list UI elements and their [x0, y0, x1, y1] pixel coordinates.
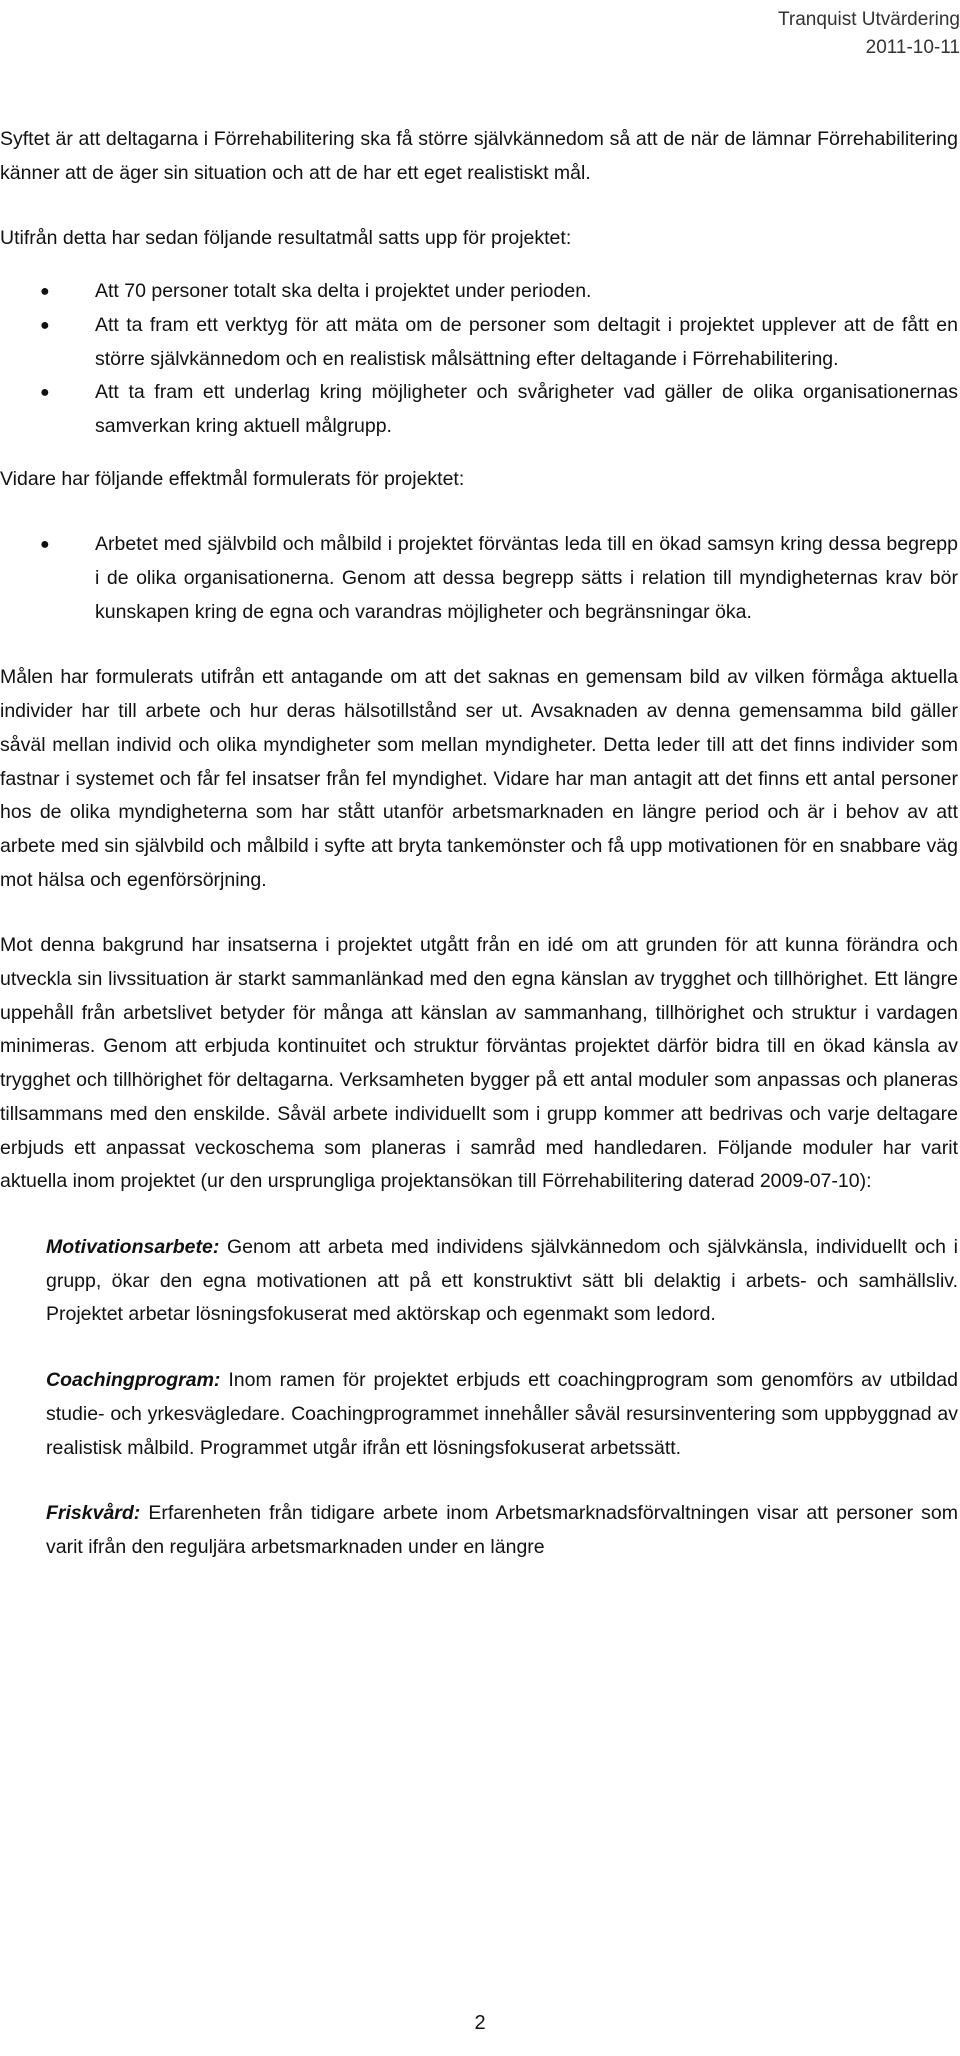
list-item: ● Arbetet med självbild och målbild i projektet förväntas leda till en ökad samsyn kring dessa begrepp i de olika organisationerna. Genom att dessa begrepp sätts i relation till myndigheternas krav bör kunskapen kring de egna och varandras möjligheter och begränsningar öka.	[0, 528, 958, 629]
module-title: Friskvård:	[46, 1502, 141, 1525]
module-title: Coachingprogram:	[46, 1369, 221, 1392]
list-item: ● Att ta fram ett underlag kring möjligheter och svårigheter vad gäller de olika organisationernas samverkan kring aktuell målgrupp.	[0, 376, 958, 443]
module-friskvard	[46, 1497, 958, 1564]
module-text: Inom ramen för projektet erbjuds ett coachingprogram som genomförs av utbildad studie- och yrkesvägledare. Coachingprogrammet innehåller såväl resursinventering som uppbyggnad av realistisk målbild. Programmet utgår ifrån ett lösningsfokuserat arbetssätt.	[46, 1369, 958, 1459]
paragraph-effect-goals-intro: Vidare har följande effektmål formulerats för projektet:	[0, 467, 465, 490]
bullet-icon: ●	[40, 384, 50, 402]
module-motivation	[46, 1231, 958, 1332]
modules-section	[0, 1231, 958, 1565]
page-number: 2	[474, 2012, 486, 2034]
module-text: Genom att arbeta med individens självkännedom och självkänsla, individuellt och i grupp, ökar den egna motivationen att på ett konstruktivt sätt bli delaktig i arbets- och samhällsliv. Projektet arbetar lösningsfokuserat med aktörskap och egenmakt som ledord.	[46, 1235, 958, 1326]
result-goals-list	[0, 275, 958, 444]
module-coaching	[46, 1364, 958, 1465]
effect-goals-list	[0, 528, 958, 629]
bullet-icon: ●	[40, 316, 50, 334]
list-item: ● Att ta fram ett verktyg för att mäta om de personer som deltagit i projektet upplever att de fått en större självkännedom och en realistisk målsättning efter deltagande i Förrehabilitering.	[0, 309, 958, 376]
page-header	[660, 6, 960, 62]
paragraph-purpose: Syftet är att deltagarna i Förrehabilitering ska få större självkännedom så att de när de lämnar Förrehabilitering känner att de äger sin situation och att de har ett eget realistiskt mål.	[0, 128, 958, 184]
list-item: ● Att 70 personer totalt ska delta i projektet under perioden.	[0, 275, 958, 309]
bullet-icon: ●	[40, 283, 50, 301]
bullet-icon: ●	[40, 536, 50, 554]
header-title: Tranquist Utvärdering	[778, 9, 960, 30]
document-body	[0, 123, 958, 1565]
paragraph-assumptions: Målen har formulerats utifrån ett antagande om att det saknas en gemensam bild av vilken förmåga aktuella individer har till arbete och hur deras hälsotillstånd ser ut. Avsaknaden av denna gemensamma bild gäller såväl mellan individ och olika myndigheter som mellan myndigheter. Detta leder till att det finns individer som fastnar i systemet och får fel insatser från fel myndighet. Vidare har man antagit att det finns ett antal personer hos de olika myndigheterna som har stått utanför arbetsmarknaden en längre period och är i behov av att arbete med sin självbild och målbild i syfte att bryta tankemönster och få upp motivationen för en snabbare väg mot hälsa och egenförsörjning.	[0, 666, 958, 891]
module-text: Erfarenheten från tidigare arbete inom Arbetsmarknadsförvaltningen visar att personer som varit ifrån den reguljära arbetsmarknaden under en längre	[46, 1502, 958, 1558]
paragraph-background: Mot denna bakgrund har insatserna i projektet utgått från en idé om att grunden för att kunna förändra och utveckla sin livssituation är starkt sammanlänkad med den egna känslan av trygghet och tillhörighet. Ett längre uppehåll från arbetslivet betyder för många att känslan av sammanhang, tillhörighet och struktur i vardagen minimeras. Genom att erbjuda kontinuitet och struktur förväntas projektet därför bidra till en ökad känsla av trygghet och tillhörighet för deltagarna. Verksamheten bygger på ett antal moduler som anpassas och planeras tillsammans med den enskilde. Såväl arbete individuellt som i grupp kommer att bedrivas och varje deltagare erbjuds ett anpassat veckoschema som planeras i samråd med handledaren. Följande moduler har varit aktuella inom projektet (ur den ursprungliga projektansökan till Förrehabilitering daterad 2009-07-10):	[0, 934, 958, 1193]
header-date: 2011-10-11	[865, 37, 960, 58]
module-title: Motivationsarbete:	[46, 1235, 220, 1258]
paragraph-result-goals-intro: Utifrån detta har sedan följande resultatmål satts upp för projektet:	[0, 227, 572, 250]
